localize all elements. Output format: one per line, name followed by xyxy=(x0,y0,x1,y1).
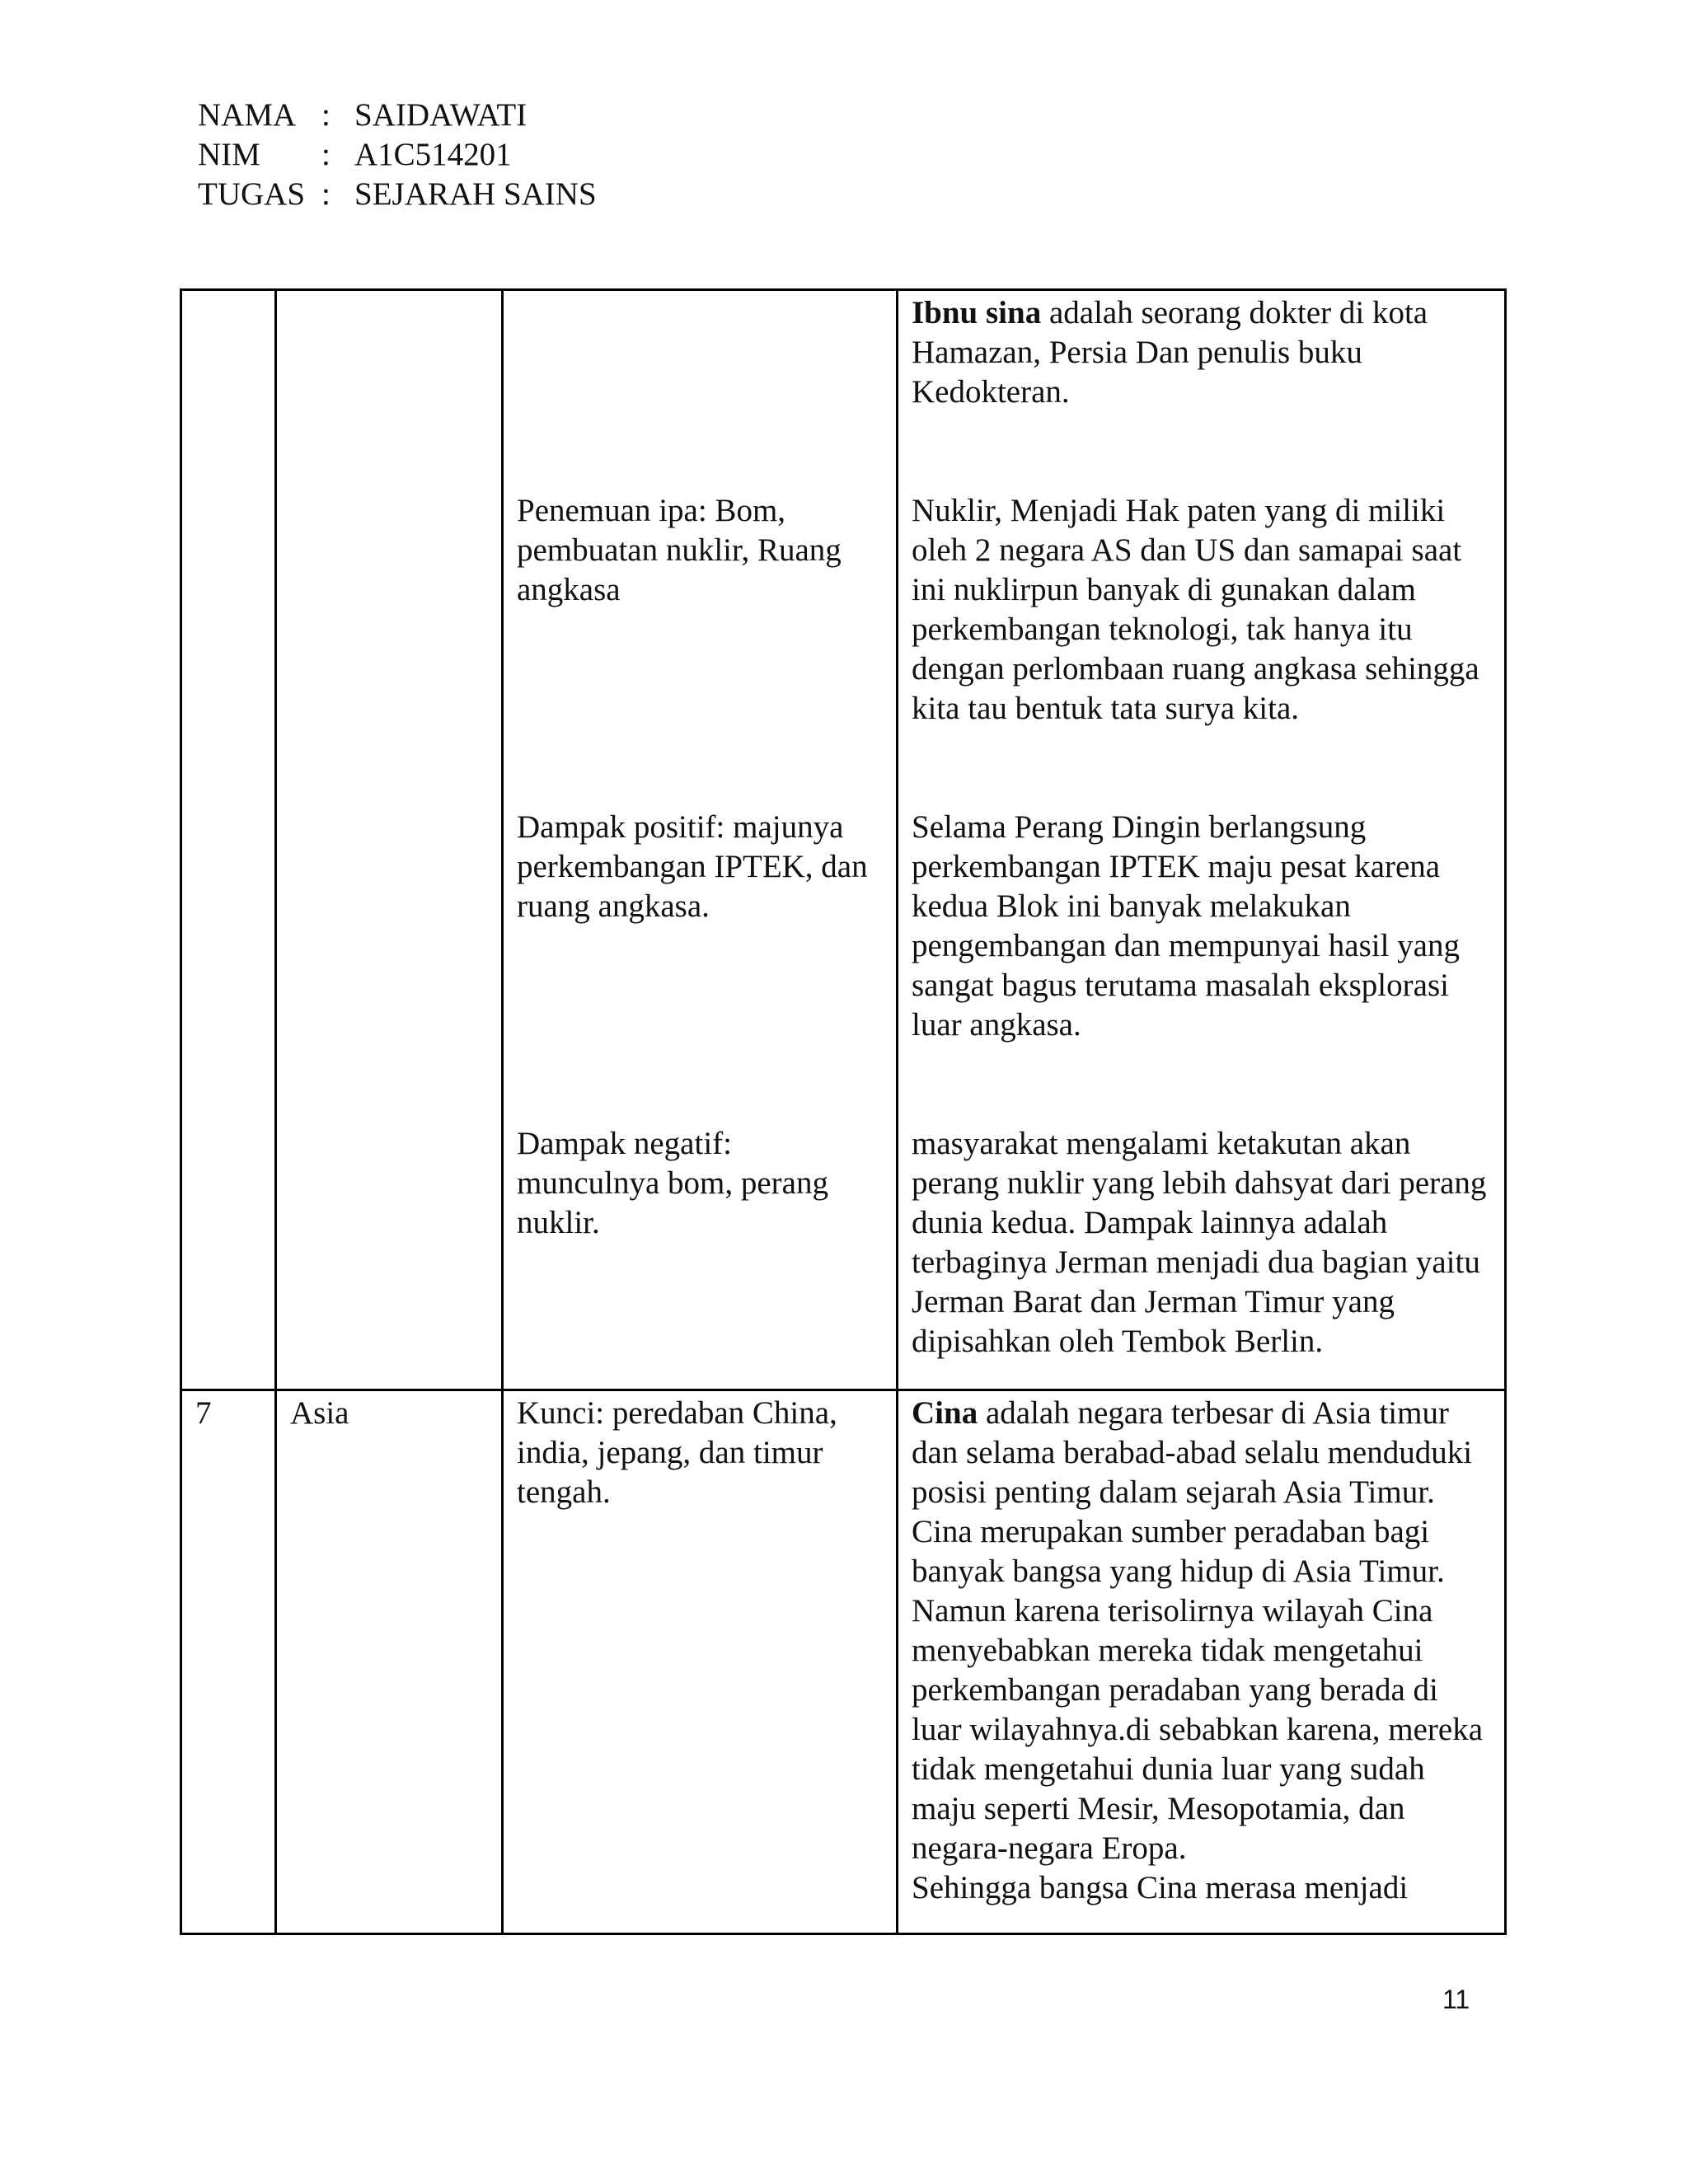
tugas-value: SEJARAH SAINS xyxy=(354,176,597,212)
page-number: 11 xyxy=(1442,1985,1470,2014)
table-cell-key: Kunci: peredaban China, india, jepang, dan timur tengah. xyxy=(503,1390,898,1934)
table-cell-region: Asia xyxy=(276,1390,503,1934)
name-label: NAMA xyxy=(198,97,297,133)
positive-impact-paragraph: Selama Perang Dingin berlangsung perkembangan IPTEK maju pesat karena kedua Blok ini banyak melakukan pengembangan dan mempunyai hasil yang sangat bagus terutama masalah eksplorasi luar angkasa. xyxy=(912,809,1460,1043)
nuclear-paragraph: Nuklir, Menjadi Hak paten yang di miliki oleh 2 negara AS dan US dan samapai saat ini nuklirpun banyak di gunakan dalam perkembangan teknologi, tak hanya itu dengan perlombaan ruang angkasa sehingga kita tau bentuk tata surya kita. xyxy=(912,493,1479,726)
tugas-line: TUGAS : SEJARAH SAINS xyxy=(198,175,597,214)
nim-line: NIM : A1C514201 xyxy=(198,135,597,175)
table-cell-no xyxy=(181,290,276,1390)
nim-value: A1C514201 xyxy=(354,137,512,172)
topic-negative-impact: Dampak negatif: munculnya bom, perang nuklir. xyxy=(517,1126,828,1240)
tugas-label: TUGAS xyxy=(198,176,306,212)
table-row xyxy=(181,1390,1506,1934)
china-paragraph-1: Cina adalah negara terbesar di Asia timur dan selama berabad-abad selalu menduduki posisi penting dalam sejarah Asia Timur. xyxy=(912,1395,1473,1510)
table-row xyxy=(181,290,1506,1390)
table-cell-region xyxy=(276,290,503,1390)
china-bold: Cina xyxy=(912,1395,978,1431)
document-header xyxy=(198,96,597,214)
topic-positive-impact: Dampak positif: majunya perkembangan IPTEK, dan ruang angkasa. xyxy=(517,809,868,924)
table-cell-description xyxy=(898,1390,1506,1934)
ibnu-sina-paragraph: Ibnu sina adalah seorang dokter di kota Hamazan, Persia Dan penulis buku Kedokteran. xyxy=(912,295,1428,410)
negative-impact-paragraph: masyarakat mengalami ketakutan akan perang nuklir yang lebih dahsyat dari perang dunia kedua. Dampak lainnya adalah terbaginya Jerman menjadi dua bagian yaitu Jerman Barat dan Jerman Timur yang dipisahkan oleh Tembok Berlin. xyxy=(912,1126,1487,1359)
table-cell-key xyxy=(503,290,898,1390)
name-line: NAMA : SAIDAWATI xyxy=(198,96,597,135)
table-cell-no: 7 xyxy=(181,1390,276,1934)
name-value: SAIDAWATI xyxy=(354,97,528,133)
china-paragraph-2: Cina merupakan sumber peradaban bagi banyak bangsa yang hidup di Asia Timur. Namun karena terisolirnya wilayah Cina menyebabkan mereka tidak mengetahui perkembangan peradaban yang berada di luar wilayahnya.di sebabkan karena, mereka tidak mengetahui dunia luar yang sudah maju seperti Mesir, Mesopotamia, dan negara-negara Eropa. xyxy=(912,1514,1484,1866)
ibnu-sina-bold: Ibnu sina xyxy=(912,295,1042,330)
nim-label: NIM xyxy=(198,137,260,172)
china-paragraph-3: Sehingga bangsa Cina merasa menjadi xyxy=(912,1870,1409,1905)
history-table xyxy=(180,288,1507,1935)
table-cell-description xyxy=(898,290,1506,1390)
topic-discoveries: Penemuan ipa: Bom, pembuatan nuklir, Ruang angkasa xyxy=(517,493,842,607)
